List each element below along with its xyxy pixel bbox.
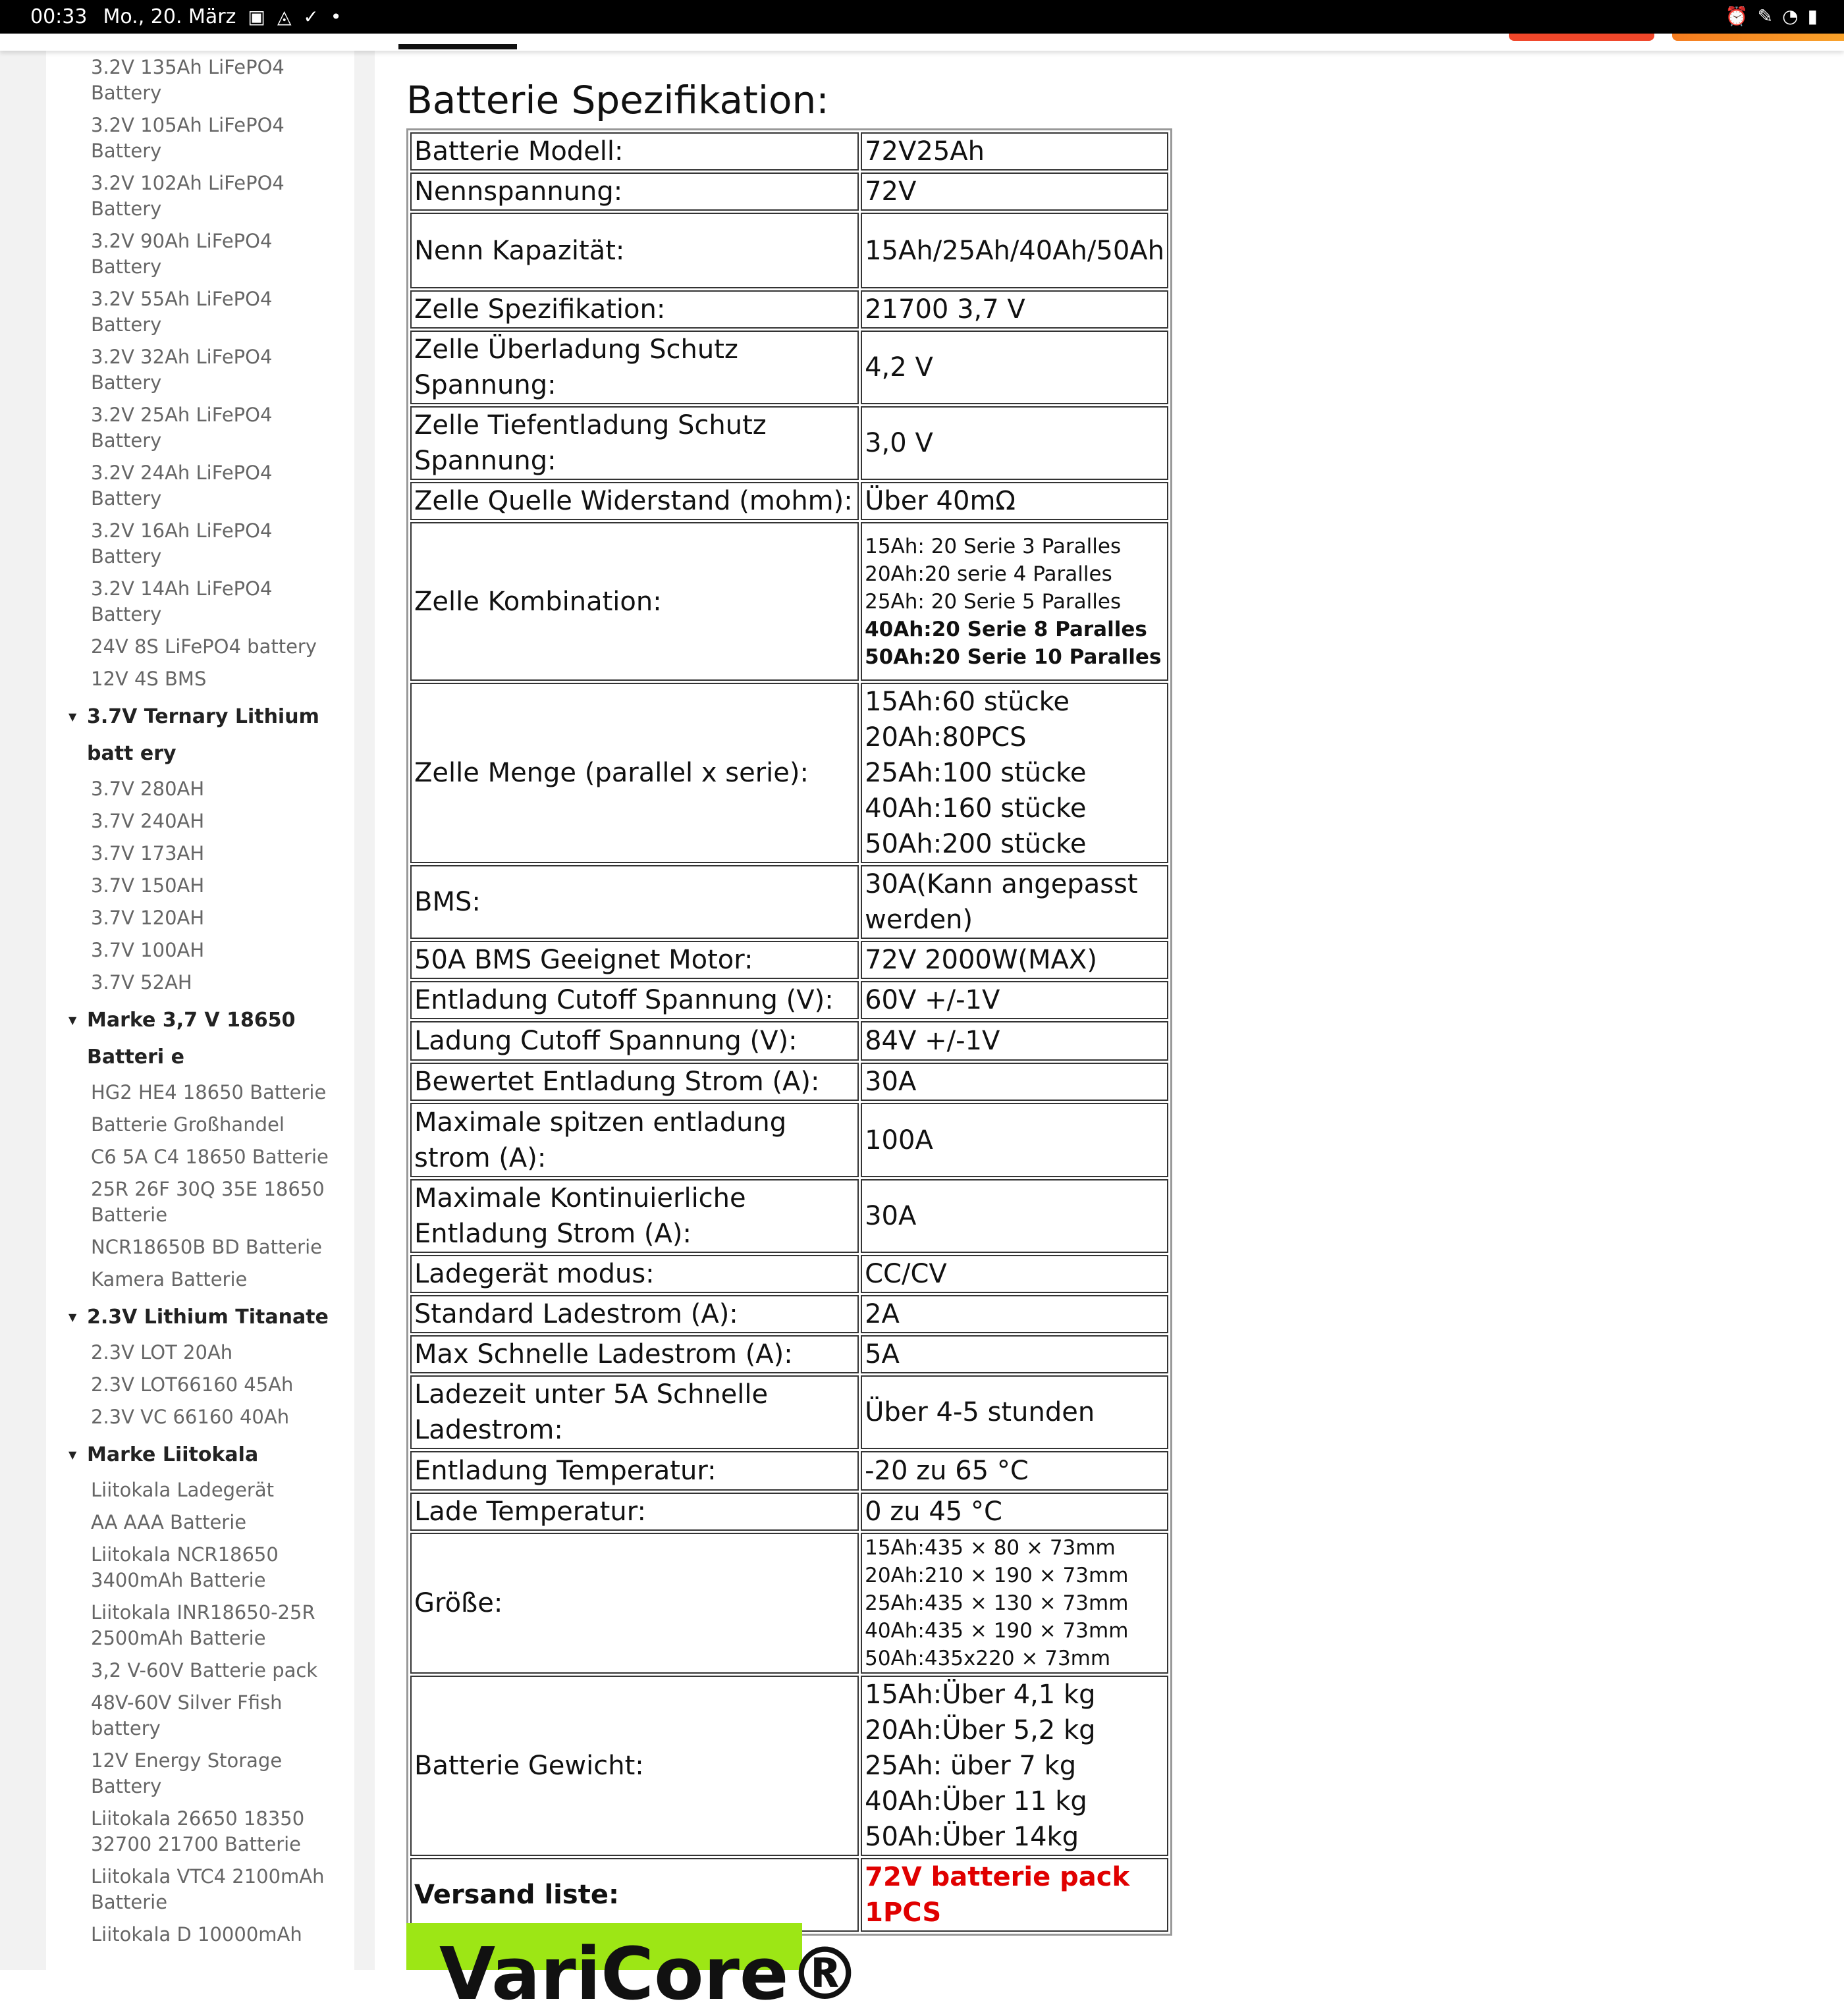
spec-value-line: 100A [865, 1125, 933, 1155]
sidebar-item[interactable]: 3.2V 14Ah LiFePO4 Battery [91, 577, 273, 625]
spec-value-line: 4,2 V [865, 352, 933, 383]
spec-row [410, 1295, 1168, 1333]
spec-row [410, 683, 1168, 863]
sidebar-item[interactable]: Liitokala INR18650-25R 2500mAh Batterie [91, 1601, 315, 1649]
spec-value [861, 172, 1168, 211]
header-button-red[interactable] [1509, 34, 1654, 41]
spec-label: BMS: [410, 865, 859, 939]
sidebar-group-label: Marke 3,7 V 18650 Batteri e [87, 1009, 296, 1069]
site-header [0, 34, 1844, 51]
spec-value-line: Über 4-5 stunden [865, 1397, 1095, 1427]
spec-value [861, 1451, 1168, 1491]
image-icon: ▣ [248, 6, 265, 28]
spec-value-line: 30A(Kann angepasst werden) [865, 869, 1138, 935]
spec-row [410, 1179, 1168, 1253]
spec-value-line: 25Ah: über 7 kg [865, 1751, 1077, 1781]
status-bar [0, 0, 1844, 34]
spec-label: Entladung Cutoff Spannung (V): [410, 981, 859, 1019]
sidebar-item[interactable]: 2.3V LOT 20Ah [91, 1341, 233, 1364]
spec-label: Max Schnelle Ladestrom (A): [410, 1335, 859, 1373]
battery-icon: ▮ [1807, 5, 1818, 27]
check-icon: ✓ [303, 6, 319, 28]
sidebar-item[interactable]: 12V 4S BMS [91, 668, 207, 690]
spec-row [410, 1375, 1168, 1449]
sidebar-item[interactable]: 24V 8S LiFePO4 battery [91, 635, 317, 658]
spec-label: Ladegerät modus: [410, 1255, 859, 1293]
spec-value-line: CC/CV [865, 1259, 947, 1289]
sidebar-item[interactable]: 2.3V VC 66160 40Ah [91, 1406, 290, 1428]
sidebar-item[interactable]: 3.2V 25Ah LiFePO4 Battery [91, 404, 273, 452]
spec-value-line: 40Ah:435 × 190 × 73mm [865, 1619, 1129, 1643]
spec-value [861, 1335, 1168, 1373]
caret-down-icon[interactable]: ▼ [68, 1448, 77, 1461]
spec-row [410, 1335, 1168, 1373]
spec-value-line: 15Ah:60 stücke [865, 687, 1070, 717]
spec-row [410, 290, 1168, 329]
sidebar-item[interactable]: 3.7V 150AH [91, 874, 205, 897]
spec-label: Zelle Spezifikation: [410, 290, 859, 329]
spec-value [861, 482, 1168, 520]
sidebar-item[interactable]: AA AAA Batterie [91, 1511, 247, 1533]
sidebar-item[interactable]: 3.7V 240AH [91, 810, 205, 832]
spec-row [410, 1063, 1168, 1101]
header-button-orange[interactable] [1672, 34, 1844, 41]
spec-row [410, 1858, 1168, 1932]
spec-value [861, 1493, 1168, 1531]
sidebar-item[interactable]: 3.7V 52AH [91, 971, 192, 994]
spec-value-line: 5A [865, 1339, 900, 1369]
sidebar-item[interactable]: HG2 HE4 18650 Batterie [91, 1081, 327, 1103]
spec-value [861, 1295, 1168, 1333]
caret-down-icon[interactable]: ▼ [68, 710, 77, 723]
sidebar-item[interactable]: 3.2V 55Ah LiFePO4 Battery [91, 288, 273, 336]
drive-icon: ◬ [277, 6, 292, 28]
spec-row [410, 1021, 1168, 1061]
spec-value-line: 20Ah:Über 5,2 kg [865, 1715, 1096, 1745]
caret-down-icon[interactable]: ▼ [68, 1311, 77, 1323]
sidebar-item[interactable]: 3.2V 90Ah LiFePO4 Battery [91, 230, 273, 278]
sidebar-item[interactable]: Liitokala NCR18650 3400mAh Batterie [91, 1543, 279, 1591]
spec-label: Zelle Menge (parallel x serie): [410, 683, 859, 863]
spec-label: Batterie Modell: [410, 132, 859, 171]
spec-value [861, 290, 1168, 329]
sidebar-item[interactable]: Batterie Großhandel [91, 1113, 285, 1136]
spec-row [410, 1255, 1168, 1293]
spec-label: 50A BMS Geeignet Motor: [410, 941, 859, 979]
spec-value-line: 50Ah:200 stücke [865, 829, 1087, 859]
banner-logo-text: VariCore® [439, 1932, 861, 2016]
spec-value [861, 331, 1168, 404]
sidebar-item[interactable]: 3.2V 16Ah LiFePO4 Battery [91, 519, 273, 568]
spec-value [861, 1375, 1168, 1449]
spec-row [410, 1451, 1168, 1491]
sidebar-item[interactable]: Liitokala VTC4 2100mAh Batterie [91, 1865, 325, 1913]
spec-row [410, 1676, 1168, 1856]
spec-label: Zelle Kombination: [410, 522, 859, 681]
spec-label: Nenn Kapazität: [410, 213, 859, 288]
sidebar-item[interactable]: 48V-60V Silver Ffish battery [91, 1691, 283, 1739]
spec-value [861, 213, 1168, 288]
spec-value-line: 20Ah:210 × 190 × 73mm [865, 1564, 1129, 1587]
spec-value-line: 25Ah:435 × 130 × 73mm [865, 1591, 1129, 1615]
spec-value-line: Über 40mΩ [865, 486, 1016, 516]
active-tab-indicator [398, 44, 517, 49]
spec-row [410, 1533, 1168, 1674]
sidebar-item[interactable]: 3.2V 135Ah LiFePO4 Battery [91, 56, 285, 104]
spec-row [410, 941, 1168, 979]
spec-label: Zelle Überladung Schutz Spannung: [410, 331, 859, 404]
spec-row [410, 865, 1168, 939]
sidebar-item[interactable]: 3,2 V-60V Batterie pack [91, 1659, 318, 1682]
sidebar-item[interactable]: NCR18650B BD Batterie [91, 1236, 322, 1258]
spec-row [410, 1493, 1168, 1531]
page-title: Batterie Spezifikation: [406, 78, 829, 122]
dot-icon: • [330, 6, 342, 28]
spec-value-line: 30A [865, 1067, 917, 1097]
spec-label: Standard Ladestrom (A): [410, 1295, 859, 1333]
spec-value-line: 3,0 V [865, 428, 933, 458]
spec-label: Ladung Cutoff Spannung (V): [410, 1021, 859, 1061]
spec-label: Versand liste: [410, 1858, 859, 1932]
spec-value-line: 72V batterie pack 1PCS [865, 1862, 1130, 1928]
spec-value-line: 25Ah:100 stücke [865, 758, 1087, 788]
spec-label: Maximale Kontinuierliche Entladung Strom (A): [410, 1179, 859, 1253]
spec-value-line: 84V +/-1V [865, 1026, 1000, 1056]
spec-value-line: 72V [865, 176, 917, 207]
spec-value [861, 406, 1168, 480]
spec-value-line: -20 zu 65 °C [865, 1456, 1029, 1486]
spec-value-line: 15Ah:435 × 80 × 73mm [865, 1536, 1116, 1560]
spec-value-line: 50Ah:435x220 × 73mm [865, 1647, 1111, 1670]
spec-label: Zelle Tiefentladung Schutz Spannung: [410, 406, 859, 480]
spec-value-line: 40Ah:Über 11 kg [865, 1786, 1087, 1817]
spec-value [861, 981, 1168, 1019]
spec-row [410, 172, 1168, 211]
sidebar-item[interactable]: Liitokala D 10000mAh [91, 1923, 302, 1946]
spec-value-line: 30A [865, 1201, 917, 1231]
sidebar-item[interactable]: Liitokala Ladegerät [91, 1479, 274, 1501]
spec-label: Nennspannung: [410, 172, 859, 211]
spec-value-line: 15Ah/25Ah/40Ah/50Ah [865, 235, 1164, 266]
spec-value-line: 40Ah:160 stücke [865, 793, 1087, 824]
spec-value-line: 0 zu 45 °C [865, 1497, 1002, 1527]
spec-value [861, 865, 1168, 939]
varicore-banner [406, 1923, 861, 2016]
spec-value [861, 1063, 1168, 1101]
clock: 00:33 [30, 5, 88, 28]
spec-label: Größe: [410, 1533, 859, 1674]
date: Mo., 20. März [103, 5, 236, 28]
spec-value [861, 1533, 1168, 1674]
spec-label: Batterie Gewicht: [410, 1676, 859, 1856]
spec-row [410, 406, 1168, 480]
spec-value-line: 20Ah:20 serie 4 Paralles [865, 562, 1112, 586]
spec-value-line: 72V25Ah [865, 136, 985, 167]
spec-label: Maximale spitzen entladung strom (A): [410, 1103, 859, 1177]
spec-value-line: 2A [865, 1299, 900, 1329]
spec-value [861, 941, 1168, 979]
spec-table [406, 128, 1172, 1936]
spec-row [410, 132, 1168, 171]
spec-value [861, 132, 1168, 171]
spec-value-line: 50Ah:Über 14kg [865, 1822, 1079, 1852]
spec-value-line: 50Ah:20 Serie 10 Paralles [865, 645, 1162, 669]
sidebar-item[interactable]: 25R 26F 30Q 35E 18650 Batterie [91, 1178, 325, 1226]
sidebar-group-header[interactable] [46, 1299, 354, 1336]
spec-label: Lade Temperatur: [410, 1493, 859, 1531]
caret-down-icon[interactable]: ▼ [68, 1014, 77, 1026]
spec-value [861, 1858, 1168, 1932]
wifi-icon: ◔ [1782, 5, 1799, 27]
spec-value [861, 683, 1168, 863]
spec-row [410, 331, 1168, 404]
sidebar-item[interactable]: 3.2V 102Ah LiFePO4 Battery [91, 172, 285, 220]
spec-value-line: 15Ah: 20 Serie 3 Paralles [865, 534, 1122, 558]
sidebar-group-header[interactable] [46, 1002, 354, 1076]
spec-value-line: 20Ah:80PCS [865, 722, 1027, 753]
spec-label: Ladezeit unter 5A Schnelle Ladestrom: [410, 1375, 859, 1449]
spec-value-line: 25Ah: 20 Serie 5 Paralles [865, 589, 1122, 614]
sidebar-item[interactable]: 3.7V 120AH [91, 907, 205, 929]
spec-value [861, 1103, 1168, 1177]
sidebar-item[interactable]: 12V Energy Storage Battery [91, 1749, 283, 1797]
category-sidebar [46, 34, 354, 1970]
spec-row [410, 482, 1168, 520]
sidebar-group-label: 2.3V Lithium Titanate [87, 1306, 329, 1329]
spec-value [861, 1255, 1168, 1293]
sidebar-item[interactable]: 3.7V 173AH [91, 842, 205, 864]
spec-row [410, 522, 1168, 681]
sidebar-item[interactable]: C6 5A C4 18650 Batterie [91, 1146, 329, 1168]
sidebar-item[interactable]: 3.7V 100AH [91, 939, 205, 961]
sidebar-item[interactable]: 3.2V 105Ah LiFePO4 Battery [91, 114, 285, 162]
sidebar-group-label: Marke Liitokala [87, 1443, 259, 1466]
alarm-icon: ⏰ [1725, 5, 1749, 27]
pen-icon: ✎ [1757, 5, 1774, 27]
sidebar-group-label: 3.7V Ternary Lithium batt ery [87, 705, 319, 765]
sidebar-item[interactable]: 2.3V LOT66160 45Ah [91, 1373, 294, 1396]
sidebar-item[interactable]: 3.2V 24Ah LiFePO4 Battery [91, 462, 273, 510]
spec-value-line: 60V +/-1V [865, 985, 1000, 1015]
sidebar-group-header[interactable] [46, 1437, 354, 1473]
sidebar-item[interactable]: Kamera Batterie [91, 1268, 248, 1290]
spec-value [861, 1179, 1168, 1253]
spec-label: Bewertet Entladung Strom (A): [410, 1063, 859, 1101]
spec-value-line: 21700 3,7 V [865, 294, 1025, 325]
sidebar-item[interactable]: 3.2V 32Ah LiFePO4 Battery [91, 346, 273, 394]
spec-row [410, 981, 1168, 1019]
sidebar-item[interactable]: Liitokala 26650 18350 32700 21700 Batterie [91, 1807, 305, 1855]
spec-value [861, 1676, 1168, 1856]
spec-value-line: 15Ah:Über 4,1 kg [865, 1680, 1096, 1710]
spec-value [861, 1021, 1168, 1061]
spec-value-line: 40Ah:20 Serie 8 Paralles [865, 617, 1147, 641]
sidebar-group-header[interactable] [46, 699, 354, 772]
sidebar-item[interactable]: 3.7V 280AH [91, 778, 205, 800]
spec-row [410, 213, 1168, 288]
spec-label: Entladung Temperatur: [410, 1451, 859, 1491]
spec-label: Zelle Quelle Widerstand (mohm): [410, 482, 859, 520]
spec-value-line: 72V 2000W(MAX) [865, 945, 1097, 975]
spec-row [410, 1103, 1168, 1177]
spec-value [861, 522, 1168, 681]
